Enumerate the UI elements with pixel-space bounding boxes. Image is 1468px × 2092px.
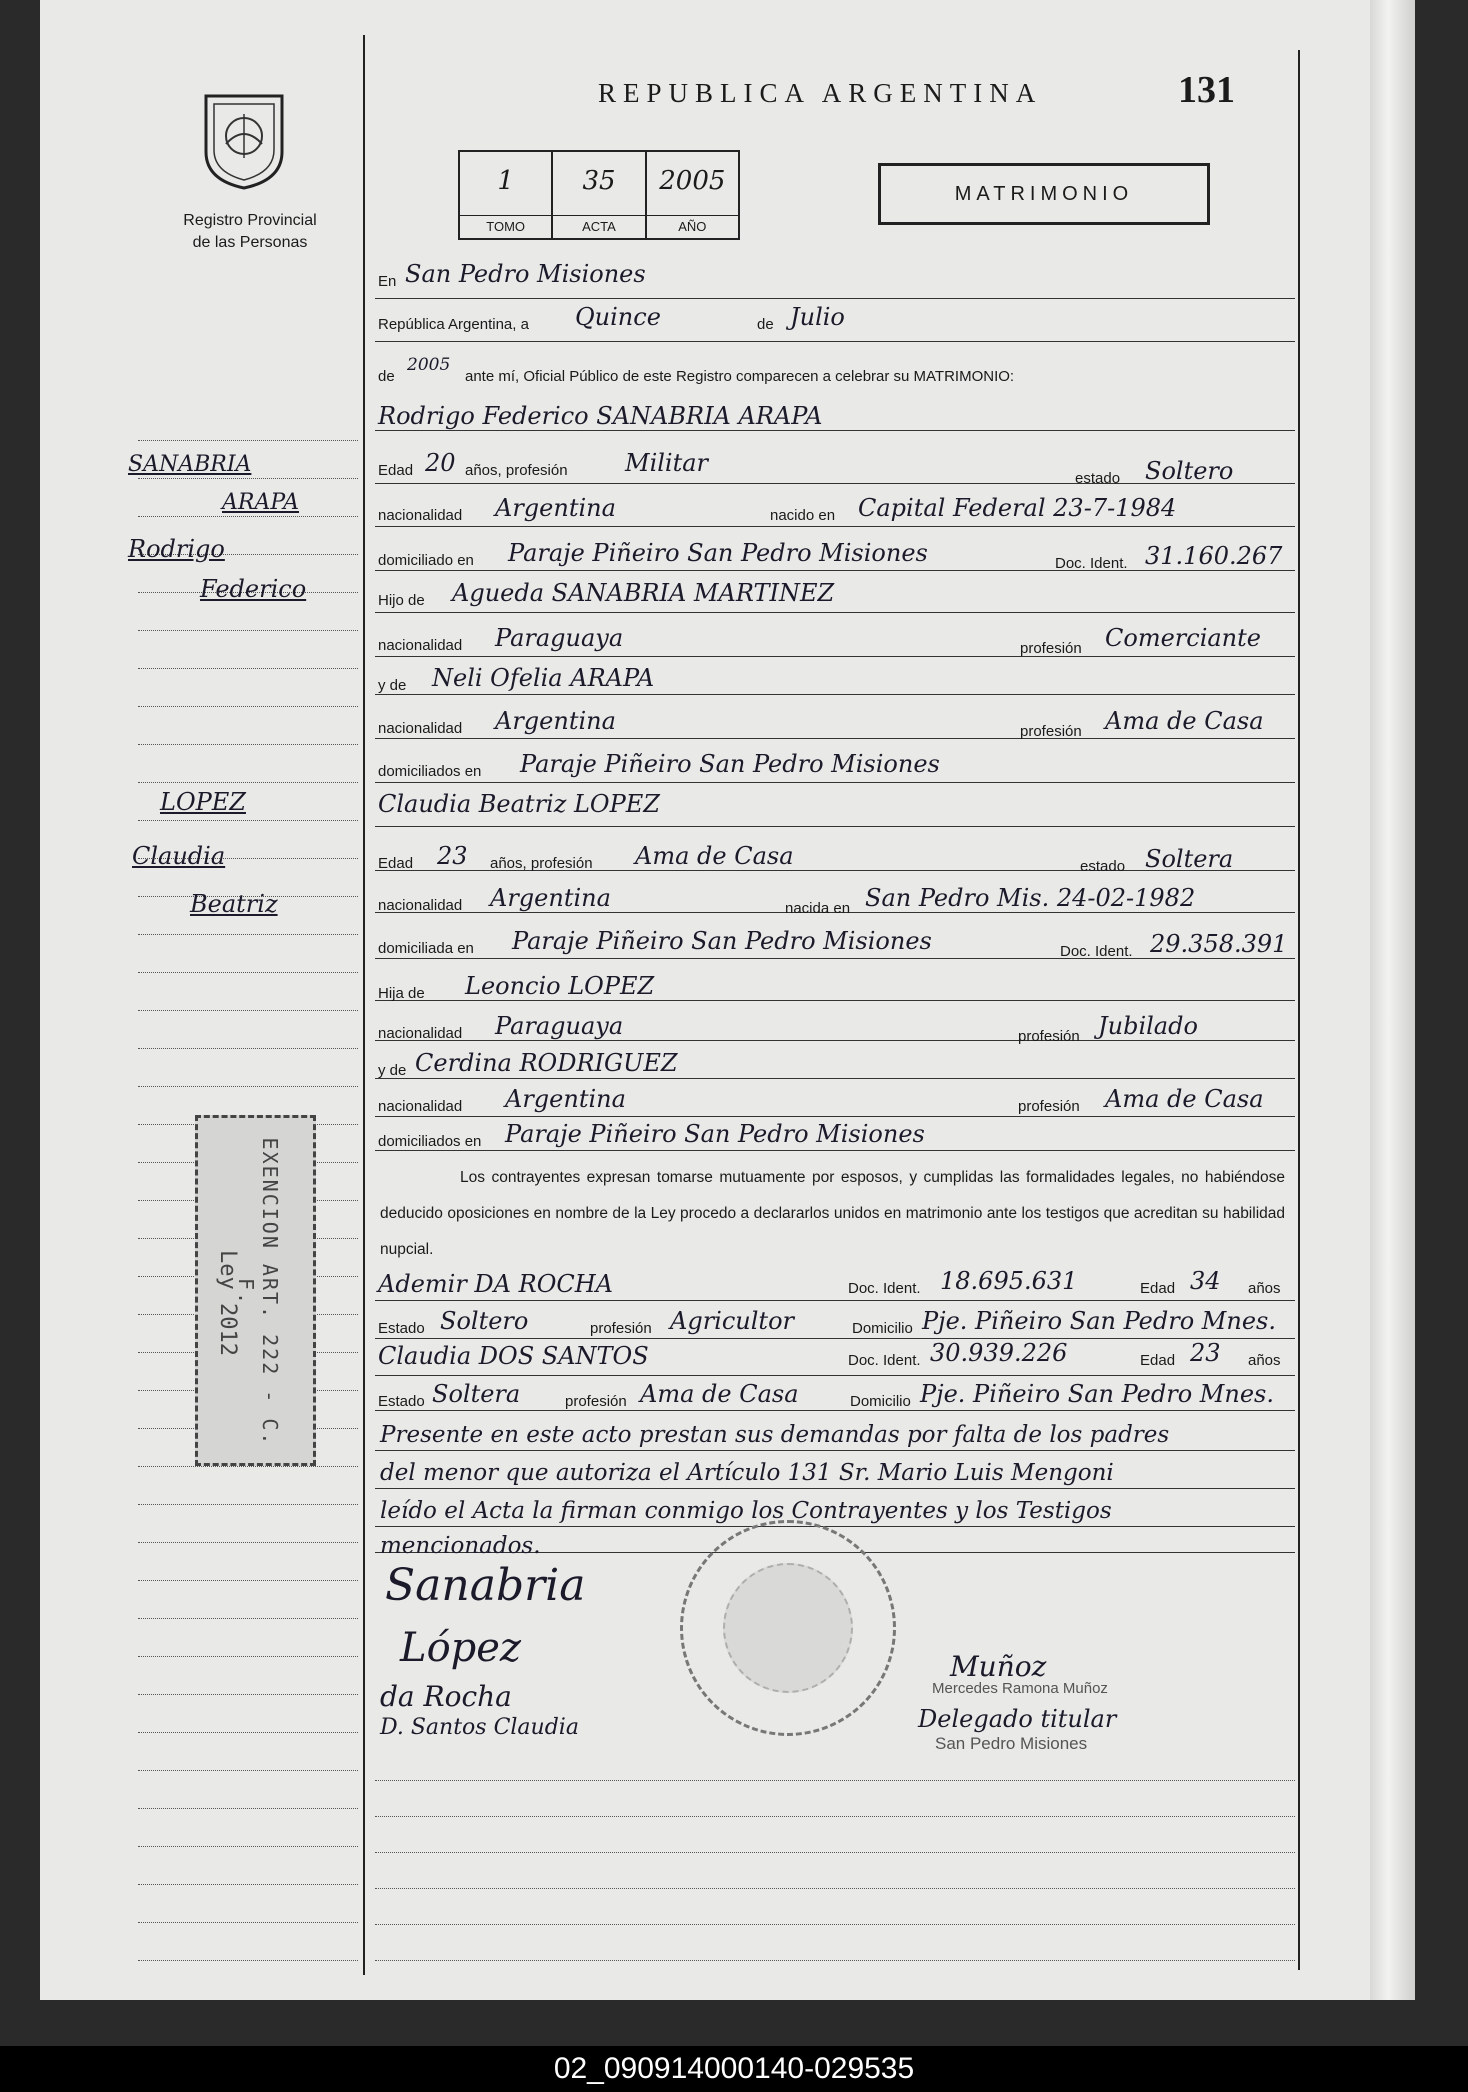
ruled-line [375,694,1295,695]
groom-nationality: Argentina [495,494,616,522]
groom-father-profession: Comerciante [1105,624,1261,652]
blank-dotted-line [375,1888,1295,1889]
margin-dotted-line [138,1048,358,1049]
witness2-anos-label: años [1248,1352,1281,1369]
witness2-estado-label: Estado [378,1393,425,1410]
bride-father-prof-label: profesión [1018,1028,1080,1045]
declaration-paragraph: Los contrayentes expresan tomarse mutuamente por esposos, y cumplidas las formalidades legales, no habiéndose deducido oposiciones en nombre de la Ley procedo a declararlos unidos en matrimonio ante los testigos que acreditan su habilidad nupcial. [380,1169,1285,1258]
groom-father: Agueda SANABRIA MARTINEZ [452,579,835,607]
ruled-line [375,1410,1295,1411]
witness1-estado: Soltero [440,1307,529,1335]
acta-cell [553,152,646,238]
groom-mother-nationality: Argentina [495,707,616,735]
margin-dotted-line [138,1732,358,1733]
groom-father-nationality: Paraguaya [495,624,624,652]
groom-doc-label: Doc. Ident. [1055,555,1128,572]
groom-mother-profession: Ama de Casa [1105,707,1264,735]
ruled-line [375,1488,1295,1489]
left-margin-rule [363,35,365,1975]
official-round-stamp [680,1520,896,1736]
margin-dotted-line [138,1846,358,1847]
witness2-domicilio-label: Domicilio [850,1393,911,1410]
margin-note-bride-surname: LOPEZ [160,788,246,816]
margin-dotted-line [138,820,358,821]
bride-name: Claudia Beatriz LOPEZ [378,790,660,818]
signature-official-title: Delegado titular [918,1705,1117,1733]
ruled-line [375,656,1295,657]
margin-dotted-line [138,516,358,517]
round-stamp-emblem [723,1563,853,1693]
official-stamp-place: San Pedro Misiones [935,1734,1088,1753]
ley-stamp-text: Ley 2012 [215,1250,240,1356]
margin-dotted-line [138,1466,358,1467]
witness2-profession: Ama de Casa [640,1380,799,1408]
groom-yde-label: y de [378,677,407,694]
margin-dotted-line [138,1656,358,1657]
ruled-line [375,1338,1295,1339]
witness2-doc-label: Doc. Ident. [848,1352,921,1369]
bride-edad-label: Edad [378,855,414,872]
bride-nationality: Argentina [490,884,611,912]
signature-official: Muñoz [950,1650,1047,1683]
bride-mother-prof-label: profesión [1018,1098,1080,1115]
provincial-seal-icon [196,84,292,192]
ruled-line [375,1116,1295,1117]
groom-mother: Neli Ofelia ARAPA [432,664,655,692]
witness1-name: Ademir DA ROCHA [378,1270,614,1298]
ano-cell [647,152,738,238]
witness1-estado-label: Estado [378,1320,425,1337]
ano-label: AÑO [647,215,738,238]
ruled-line [375,1040,1295,1041]
de-label: de [757,316,774,333]
groom-edad-label: Edad [378,462,414,479]
ruled-line [375,341,1295,342]
groom-parents-domicile: Paraje Piñeiro San Pedro Misiones [520,750,940,778]
ruled-line [375,1526,1295,1527]
ruled-line [375,612,1295,613]
blank-dotted-line [375,1960,1295,1961]
bride-born: San Pedro Mis. 24-02-1982 [865,884,1196,912]
witness2-edad-label: Edad [1140,1352,1176,1369]
bride-doc-label: Doc. Ident. [1060,943,1133,960]
right-margin-rule [1298,50,1300,1970]
bride-mother-nat-label: nacionalidad [378,1098,463,1115]
witness1-age: 34 [1190,1267,1221,1295]
place-value: San Pedro Misiones [405,260,646,288]
registry-line-1: Registro Provincial [183,212,317,229]
bride-nacida-label: nacida en [785,900,851,917]
bride-father-nationality: Paraguaya [495,1012,624,1040]
file-id-bar: 02_090914000140-029535 [0,2046,1468,2092]
bride-parents-domicile-label: domiciliados en [378,1133,482,1150]
bride-parents-domicile: Paraje Piñeiro San Pedro Misiones [505,1120,925,1148]
note-line-1: Presente en este acto prestan sus demandas por falta de los padres [380,1422,1170,1448]
groom-profession: Militar [625,449,709,477]
blank-dotted-line [375,1924,1295,1925]
year-prefix-label: de [378,368,395,385]
signature-witness2: D. Santos Claudia [380,1715,579,1740]
ruled-line [375,526,1295,527]
witness1-profesion-label: profesión [590,1320,652,1337]
witness2-name: Claudia DOS SANTOS [378,1342,649,1370]
bride-nacionalidad-label: nacionalidad [378,897,463,914]
groom-domicilio-label: domiciliado en [378,552,474,569]
groom-domicile: Paraje Piñeiro San Pedro Misiones [508,539,928,567]
groom-profesion-label: años, profesión [465,462,568,479]
tomo-cell [460,152,553,238]
ruled-line [375,1078,1295,1079]
bride-mother-profession: Ama de Casa [1105,1085,1264,1113]
acta-label: ACTA [553,215,644,238]
bride-father: Leoncio LOPEZ [465,972,655,1000]
registry-line-2: de las Personas [192,234,308,251]
groom-age: 20 [425,449,456,477]
ruled-line [375,570,1295,571]
signature-bride: López [400,1625,521,1671]
appear-text: ante mí, Oficial Público de este Registro comparecen a celebrar su MATRIMONIO: [465,368,1015,385]
ruled-line [375,738,1295,739]
blank-dotted-line [375,1780,1295,1781]
margin-note-given-1: Rodrigo [128,535,225,563]
witness2-doc: 30.939.226 [930,1339,1068,1367]
signature-groom: Sanabria [385,1560,586,1611]
registry-name [150,210,350,254]
document-type-box: MATRIMONIO [878,163,1210,225]
ruled-line [375,826,1295,827]
margin-dotted-line [138,440,358,441]
groom-nacionalidad-label: nacionalidad [378,507,463,524]
note-line-4: mencionados. [380,1533,541,1559]
bride-mother-nationality: Argentina [505,1085,626,1113]
bride-doc: 29.358.391 [1150,930,1288,958]
bride-father-nat-label: nacionalidad [378,1025,463,1042]
witness1-anos-label: años [1248,1280,1281,1297]
witness1-domicile: Pje. Piñeiro San Pedro Mnes. [922,1307,1276,1335]
groom-parents-domicile-label: domiciliados en [378,763,482,780]
bride-father-profession: Jubilado [1098,1012,1198,1040]
official-stamp-name: Mercedes Ramona Muñoz [932,1680,1108,1697]
groom-name: Rodrigo Federico SANABRIA ARAPA [378,402,823,430]
groom-nacido-label: nacido en [770,507,836,524]
blank-dotted-line [375,1852,1295,1853]
groom-estado-label: estado [1075,470,1121,487]
month-value: Julio [790,303,845,331]
bride-domicilio-label: domiciliada en [378,940,474,957]
margin-dotted-line [138,1960,358,1961]
bride-hija-label: Hija de [378,985,425,1002]
groom-father-prof-label: profesión [1020,640,1082,657]
margin-note-given-2: Federico [200,575,307,603]
witness1-doc-label: Doc. Ident. [848,1280,921,1297]
witness1-doc: 18.695.631 [940,1267,1078,1295]
margin-dotted-line [138,1618,358,1619]
margin-dotted-line [138,1086,358,1087]
groom-doc: 31.160.267 [1145,542,1283,570]
ano-value: 2005 [659,166,726,196]
margin-note-bride-given-2: Beatriz [190,890,278,918]
registry-reference-table [458,150,740,240]
groom-father-nat-label: nacionalidad [378,637,463,654]
ruled-line [375,430,1295,431]
bride-domicile: Paraje Piñeiro San Pedro Misiones [512,927,932,955]
groom-born: Capital Federal 23-7-1984 [858,494,1177,522]
blank-dotted-line [375,1816,1295,1817]
ruled-line [375,1450,1295,1451]
exemption-stamp-text: EXENCION ART. 222 - C. F. [234,1137,282,1447]
groom-hijo-label: Hijo de [378,592,425,609]
margin-dotted-line [138,1580,358,1581]
margin-dotted-line [138,1694,358,1695]
witness2-age: 23 [1190,1339,1221,1367]
margin-dotted-line [138,1884,358,1885]
witness1-domicilio-label: Domicilio [852,1320,913,1337]
bride-profession: Ama de Casa [635,842,794,870]
bride-estado-label: estado [1080,858,1126,875]
note-line-3: leído el Acta la firman conmigo los Contrayentes y los Testigos [380,1498,1112,1524]
bride-age: 23 [437,842,468,870]
page-edge [1370,0,1415,2000]
witness2-estado: Soltera [432,1380,521,1408]
margin-dotted-line [138,934,358,935]
bride-profesion-label: años, profesión [490,855,593,872]
margin-dotted-line [138,706,358,707]
ruled-line [375,1150,1295,1151]
groom-mother-nat-label: nacionalidad [378,720,463,737]
year-value: 2005 [407,355,451,375]
ruled-line [375,1375,1295,1376]
witness2-profesion-label: profesión [565,1393,627,1410]
page-number: 131 [1178,69,1235,111]
tomo-label: TOMO [460,215,551,238]
country-heading: REPUBLICA ARGENTINA [598,78,1043,108]
bride-yde-label: y de [378,1062,407,1079]
bride-mother: Cerdina RODRIGUEZ [415,1049,678,1077]
groom-estado: Soltero [1145,457,1234,485]
day-value: Quince [575,303,661,331]
margin-dotted-line [138,782,358,783]
republica-label: República Argentina, a [378,316,529,333]
margin-dotted-line [138,1010,358,1011]
tomo-value: 1 [497,166,514,196]
exemption-stamp [195,1115,316,1466]
margin-note-surname: SANABRIA [128,452,252,477]
margin-dotted-line [138,1770,358,1771]
margin-dotted-line [138,1504,358,1505]
ruled-line [375,958,1295,959]
margin-note-bride-given-1: Claudia [132,842,226,870]
ruled-line [375,1000,1295,1001]
bride-estado: Soltera [1145,845,1234,873]
margin-note-surname-2: ARAPA [222,490,300,515]
ruled-line [375,298,1295,299]
ruled-line [375,782,1295,783]
witness1-profession: Agricultor [670,1307,794,1335]
acta-value: 35 [582,166,616,196]
note-line-2: del menor que autoriza el Artículo 131 Sr. Mario Luis Mengoni [380,1460,1114,1486]
margin-dotted-line [138,668,358,669]
margin-dotted-line [138,744,358,745]
en-label: En [378,273,397,290]
margin-dotted-line [138,1542,358,1543]
margin-dotted-line [138,972,358,973]
groom-mother-prof-label: profesión [1020,723,1082,740]
margin-dotted-line [138,1922,358,1923]
witness2-domicile: Pje. Piñeiro San Pedro Mnes. [920,1380,1274,1408]
witness1-edad-label: Edad [1140,1280,1176,1297]
margin-dotted-line [138,630,358,631]
ruled-line [375,1300,1295,1301]
margin-dotted-line [138,478,358,479]
signature-witness1: da Rocha [380,1680,512,1713]
margin-dotted-line [138,1808,358,1809]
